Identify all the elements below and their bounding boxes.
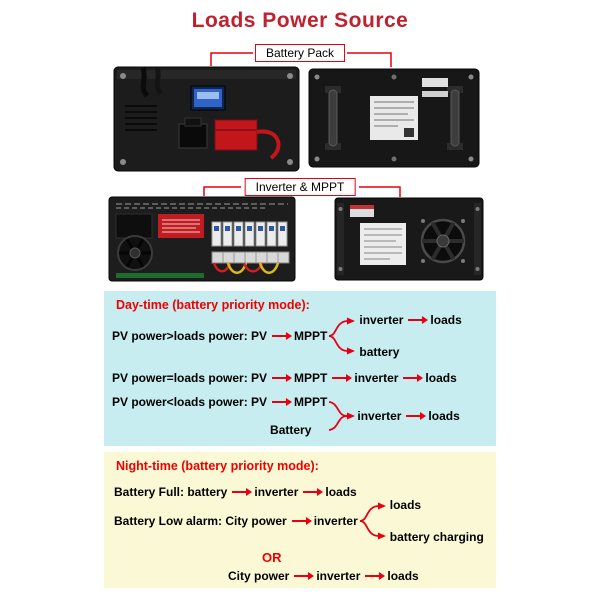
- flow-node-inverter: inverter: [359, 313, 404, 327]
- flow-node-inverter: inverter: [316, 569, 361, 583]
- merge-top: [112, 395, 327, 409]
- arrow-right-icon: [272, 401, 286, 403]
- inverter-front-image: [108, 196, 296, 282]
- callout-inverter-mppt-label: Inverter & MPPT: [255, 180, 345, 194]
- night-flow-row-3: [228, 569, 419, 583]
- or-label: OR: [262, 550, 282, 565]
- flow-node-mppt: MPPT: [294, 329, 328, 343]
- page-title: Loads Power Source: [191, 9, 409, 32]
- branch-top: [390, 498, 484, 512]
- arrow-right-icon: [303, 491, 317, 493]
- flow-node-inverter: inverter: [357, 409, 402, 423]
- flow-node-loads: loads: [430, 313, 462, 327]
- flow-node-battery-charging: battery charging: [389, 530, 484, 544]
- branch-column: [359, 313, 461, 359]
- flow-source-label: PV power<loads power: PV: [112, 395, 268, 409]
- arrow-right-icon: [408, 319, 422, 321]
- branch-top: [359, 313, 461, 327]
- branch-column: [390, 498, 484, 544]
- merge-bottom: [112, 423, 327, 437]
- callout-inverter-mppt: [245, 178, 356, 196]
- branch-bottom: [359, 345, 461, 359]
- day-time-panel: [104, 291, 496, 446]
- arrow-right-icon: [272, 377, 286, 379]
- flow-node-inverter: inverter: [354, 371, 399, 385]
- flow-node-loads: loads: [387, 569, 419, 583]
- arrow-right-icon: [332, 377, 346, 379]
- inverter-back-image: [334, 197, 484, 281]
- day-flow-row-3: [112, 395, 460, 437]
- flow-source-label: Battery Low alarm: City power: [114, 514, 287, 528]
- flow-source-label: City power: [228, 569, 290, 583]
- flow-node-loads: loads: [425, 371, 457, 385]
- day-time-heading: Day-time (battery priority mode):: [116, 298, 310, 312]
- night-flow-row-1: [114, 485, 357, 499]
- merge-column: [112, 395, 327, 437]
- arrow-right-icon: [294, 575, 308, 577]
- branch-bottom: [390, 530, 484, 544]
- flow-source-label: Battery Full: battery: [114, 485, 228, 499]
- flow-node-loads: loads: [428, 409, 460, 423]
- flow-source-label: PV power>loads power: PV: [112, 329, 268, 343]
- flow-node-mppt: MPPT: [294, 395, 328, 409]
- flow-node-inverter: inverter: [313, 514, 358, 528]
- flow-node-mppt: MPPT: [294, 371, 328, 385]
- callout-battery-pack-label: Battery Pack: [265, 46, 335, 60]
- split-arrows-icon: [327, 313, 357, 359]
- flow-node-loads: loads: [325, 485, 357, 499]
- day-flow-row-1: [112, 313, 462, 359]
- night-flow-row-2: [114, 498, 484, 544]
- arrow-right-icon: [403, 377, 417, 379]
- split-arrows-icon: [358, 498, 388, 544]
- arrow-right-icon: [292, 520, 306, 522]
- arrow-right-icon: [406, 415, 420, 417]
- flow-node-loads: loads: [389, 498, 422, 512]
- flow-node-inverter: inverter: [254, 485, 299, 499]
- arrow-right-icon: [365, 575, 379, 577]
- flow-source-label: PV power=loads power: PV: [112, 371, 268, 385]
- merge-arrows-icon: [327, 395, 357, 437]
- arrow-right-icon: [232, 491, 246, 493]
- battery-pack-back-image: [308, 68, 480, 168]
- callout-battery-pack: [255, 44, 345, 62]
- flow-node-battery: battery: [359, 345, 400, 359]
- arrow-right-icon: [272, 335, 286, 337]
- day-flow-row-2: [112, 371, 457, 385]
- battery-pack-front-image: [113, 66, 300, 172]
- flow-node-battery: Battery: [270, 423, 312, 437]
- night-time-heading: Night-time (battery priority mode):: [116, 459, 319, 473]
- night-time-panel: [104, 452, 496, 588]
